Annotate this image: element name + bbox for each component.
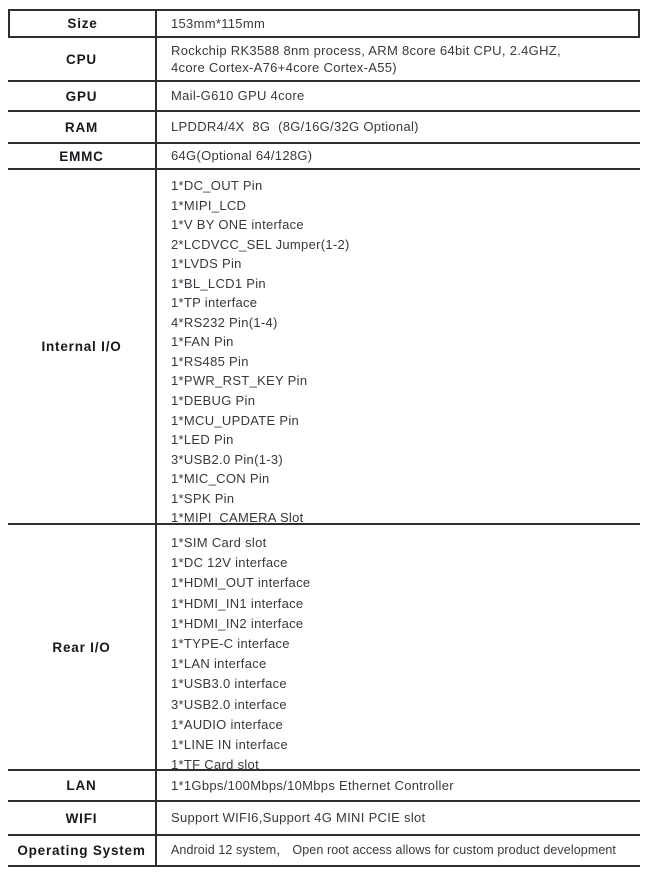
spec-value-line: 1*TP interface xyxy=(171,295,258,311)
spec-value-line: 1*TF Card slot xyxy=(171,757,260,773)
spec-value-line: 1*FAN Pin xyxy=(171,334,234,350)
spec-value-line: Android 12 system， Open root access allows for custom product development xyxy=(171,842,617,857)
spec-value-internal-io xyxy=(157,170,640,526)
spec-row-internal-io xyxy=(8,170,640,525)
spec-value-line: 1*MIC_CON Pin xyxy=(171,471,270,487)
spec-row-cpu xyxy=(8,38,640,82)
spec-value-line: 3*USB2.0 Pin(1-3) xyxy=(171,451,284,467)
spec-value-line: 1*DEBUG Pin xyxy=(171,393,256,409)
spec-value-line: 1*DC 12V interface xyxy=(171,555,288,571)
spec-label-emmc: EMMC xyxy=(8,144,157,168)
spec-value-line: 1*BL_LCD1 Pin xyxy=(171,275,266,291)
spec-value-line: Rockchip RK3588 8nm process, ARM 8core 64bit CPU, 2.4GHZ, xyxy=(171,42,561,58)
spec-value-line: 153mm*115mm xyxy=(171,15,266,31)
spec-label-rear-io: Rear I/O xyxy=(8,525,157,769)
spec-value-line: 1*V BY ONE interface xyxy=(171,217,304,233)
spec-value-line: 64G(Optional 64/128G) xyxy=(171,148,313,164)
spec-label-size: Size xyxy=(10,11,157,36)
spec-value-line: 2*LCDVCC_SEL Jumper(1-2) xyxy=(171,236,350,252)
spec-value-gpu xyxy=(157,82,640,110)
spec-value-line: 1*LVDS Pin xyxy=(171,256,242,272)
spec-value-lan xyxy=(157,771,640,800)
spec-value-line: Support WIFI6,Support 4G MINI PCIE slot xyxy=(171,810,426,826)
spec-value-line: LPDDR4/4X 8G (8G/16G/32G Optional) xyxy=(171,119,419,135)
spec-label-internal-io: Internal I/O xyxy=(8,170,157,523)
spec-label-wifi: WIFI xyxy=(8,802,157,834)
spec-value-line: 1*PWR_RST_KEY Pin xyxy=(171,373,308,389)
spec-value-line: 1*SIM Card slot xyxy=(171,535,267,550)
spec-value-line: 1*TYPE-C interface xyxy=(171,636,290,652)
spec-value-line: 4*RS232 Pin(1-4) xyxy=(171,314,278,330)
spec-value-line: 1*AUDIO interface xyxy=(171,716,284,732)
spec-row-lan xyxy=(8,771,640,802)
spec-value-line: 1*MIPI_CAMERA Slot xyxy=(171,510,304,526)
spec-label-operating-system: Operating System xyxy=(8,836,157,865)
spec-value-line: 1*RS485 Pin xyxy=(171,353,249,369)
spec-value-line: 1*DC_OUT Pin xyxy=(171,178,263,193)
spec-value-line: 4core Cortex-A76+4core Cortex-A55) xyxy=(171,60,397,75)
spec-row-gpu xyxy=(8,82,640,112)
spec-value-line: 1*HDMI_IN1 interface xyxy=(171,595,304,611)
spec-value-size xyxy=(157,11,638,36)
spec-label-ram: RAM xyxy=(8,112,157,142)
spec-value-line: 1*LAN interface xyxy=(171,656,267,672)
spec-value-line: 1*HDMI_IN2 interface xyxy=(171,615,304,631)
spec-row-ram xyxy=(8,112,640,144)
spec-row-operating-system xyxy=(8,836,640,867)
spec-row-rear-io xyxy=(8,525,640,771)
spec-value-line: 1*LED Pin xyxy=(171,432,234,448)
spec-value-line: 1*MIPI_LCD xyxy=(171,197,247,213)
spec-value-line: 1*1Gbps/100Mbps/10Mbps Ethernet Controller xyxy=(171,777,454,793)
spec-value-line: 1*USB3.0 interface xyxy=(171,676,287,692)
spec-value-ram xyxy=(157,112,640,142)
spec-value-operating-system xyxy=(157,836,640,865)
spec-row-size xyxy=(8,11,640,38)
spec-row-wifi xyxy=(8,802,640,836)
spec-table xyxy=(8,9,640,867)
spec-value-line: 3*USB2.0 interface xyxy=(171,696,287,712)
spec-value-cpu xyxy=(157,38,640,80)
spec-value-line: 1*HDMI_OUT interface xyxy=(171,575,311,591)
spec-label-cpu: CPU xyxy=(8,38,157,80)
spec-value-line: 1*LINE IN interface xyxy=(171,737,288,753)
spec-row-emmc xyxy=(8,144,640,170)
spec-value-wifi xyxy=(157,802,640,834)
spec-label-lan: LAN xyxy=(8,771,157,800)
spec-value-emmc xyxy=(157,144,640,168)
spec-value-line: 1*SPK Pin xyxy=(171,490,235,506)
spec-value-rear-io xyxy=(157,525,640,773)
spec-value-line: 1*MCU_UPDATE Pin xyxy=(171,412,300,428)
spec-label-gpu: GPU xyxy=(8,82,157,110)
spec-value-line: Mail-G610 GPU 4core xyxy=(171,88,305,104)
